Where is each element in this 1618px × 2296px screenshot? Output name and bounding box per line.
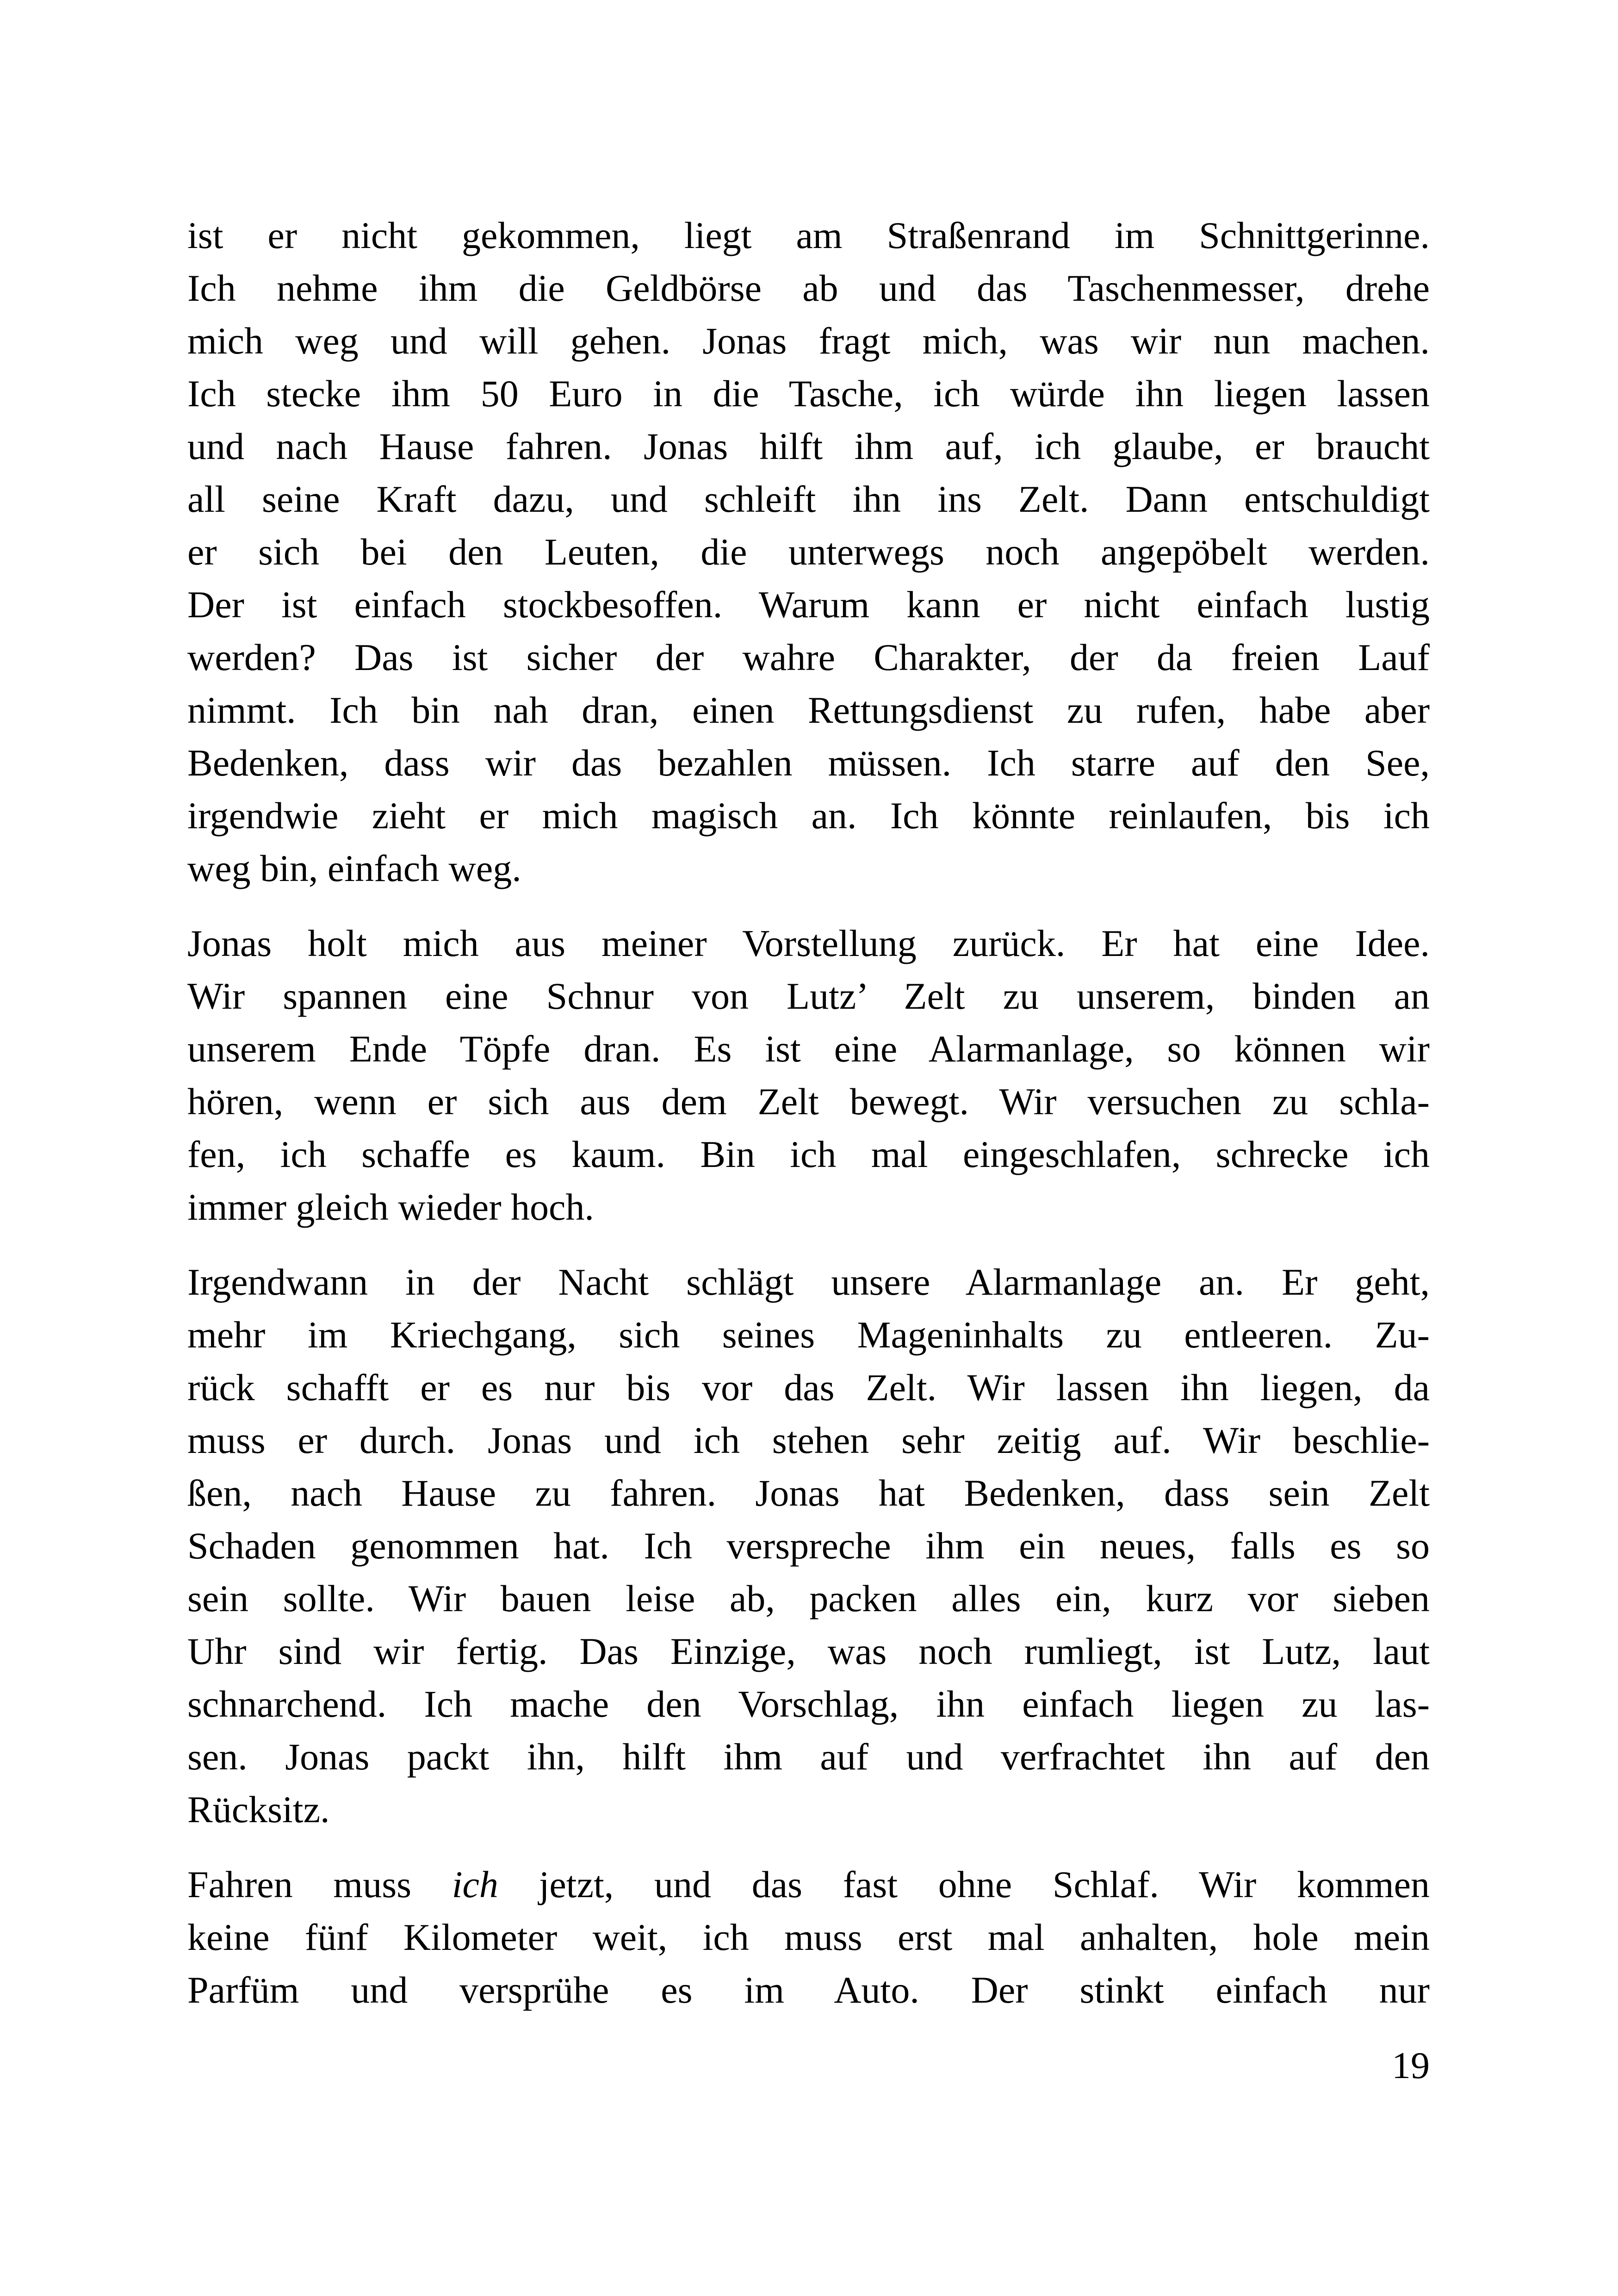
text-line: Der ist einfach stockbesoffen. Warum kann er nicht einfach lustig bbox=[187, 583, 1430, 626]
text-line: Uhr sind wir fertig. Das Einzige, was noch rumliegt, ist Lutz, laut bbox=[187, 1630, 1430, 1672]
text-line: keine fünf Kilometer weit, ich muss erst mal anhalten, hole mein bbox=[187, 1916, 1430, 1958]
text-line: rück schafft er es nur bis vor das Zelt. Wir lassen ihn liegen, da bbox=[187, 1366, 1430, 1409]
text-line: mich weg und will gehen. Jonas fragt mich, was wir nun machen. bbox=[187, 320, 1430, 362]
text-line: Parfüm und versprühe es im Auto. Der stinkt einfach nur bbox=[187, 1969, 1430, 2011]
text-line: irgendwie zieht er mich magisch an. Ich könnte reinlaufen, bis ich bbox=[187, 794, 1430, 837]
text-line: Irgendwann in der Nacht schlägt unsere Alarmanlage an. Er geht, bbox=[187, 1261, 1430, 1303]
page-number: 19 bbox=[1392, 2044, 1430, 2086]
text-line: Schaden genommen hat. Ich verspreche ihm ein neues, falls es so bbox=[187, 1525, 1430, 1567]
text-line: all seine Kraft dazu, und schleift ihn ins Zelt. Dann entschuldigt bbox=[187, 478, 1430, 520]
text-line: muss er durch. Jonas und ich stehen sehr zeitig auf. Wir beschlie- bbox=[187, 1419, 1430, 1461]
text-line: hören, wenn er sich aus dem Zelt bewegt. Wir versuchen zu schla- bbox=[187, 1080, 1430, 1123]
text-line: immer gleich wieder hoch. bbox=[187, 1186, 594, 1228]
text-line: ist er nicht gekommen, liegt am Straßenrand im Schnittgerinne. bbox=[187, 214, 1430, 256]
text-line: weg bin, einfach weg. bbox=[187, 847, 521, 889]
text-block bbox=[187, 209, 1430, 2017]
text-line: sein sollte. Wir bauen leise ab, packen alles ein, kurz vor sieben bbox=[187, 1577, 1430, 1620]
text-line: Ich stecke ihm 50 Euro in die Tasche, ich würde ihn liegen lassen bbox=[187, 372, 1430, 415]
paragraph-3 bbox=[187, 1256, 1430, 1836]
text-line: nimmt. Ich bin nah dran, einen Rettungsdienst zu rufen, habe aber bbox=[187, 689, 1430, 731]
text-segment: Fahren muss bbox=[187, 1863, 452, 1905]
text-line: Bedenken, dass wir das bezahlen müssen. Ich starre auf den See, bbox=[187, 742, 1430, 784]
text-line: schnarchend. Ich mache den Vorschlag, ihn einfach liegen zu las- bbox=[187, 1683, 1430, 1725]
text-line bbox=[187, 1858, 1430, 1911]
text-segment: jetzt, und das fast ohne Schlaf. Wir kommen bbox=[498, 1863, 1430, 1905]
paragraph-2 bbox=[187, 917, 1430, 1234]
text-line: werden? Das ist sicher der wahre Charakter, der da freien Lauf bbox=[187, 636, 1430, 678]
text-line: mehr im Kriechgang, sich seines Mageninhalts zu entleeren. Zu- bbox=[187, 1314, 1430, 1356]
text-line: fen, ich schaffe es kaum. Bin ich mal eingeschlafen, schrecke ich bbox=[187, 1133, 1430, 1175]
text-line: er sich bei den Leuten, die unterwegs noch angepöbelt werden. bbox=[187, 531, 1430, 573]
paragraph-1 bbox=[187, 209, 1430, 895]
italic-word: ich bbox=[452, 1863, 498, 1905]
paragraph-4 bbox=[187, 1858, 1430, 2017]
text-line: Jonas holt mich aus meiner Vorstellung zurück. Er hat eine Idee. bbox=[187, 922, 1430, 964]
text-line: ßen, nach Hause zu fahren. Jonas hat Bedenken, dass sein Zelt bbox=[187, 1472, 1430, 1514]
text-line: Ich nehme ihm die Geldbörse ab und das Taschenmesser, drehe bbox=[187, 267, 1430, 309]
text-line: unserem Ende Töpfe dran. Es ist eine Alarmanlage, so können wir bbox=[187, 1028, 1430, 1070]
text-line: Rücksitz. bbox=[187, 1788, 330, 1831]
text-line: und nach Hause fahren. Jonas hilft ihm auf, ich glaube, er braucht bbox=[187, 425, 1430, 467]
text-line: sen. Jonas packt ihn, hilft ihm auf und verfrachtet ihn auf den bbox=[187, 1736, 1430, 1778]
text-line: Wir spannen eine Schnur von Lutz’ Zelt zu unserem, binden an bbox=[187, 975, 1430, 1017]
